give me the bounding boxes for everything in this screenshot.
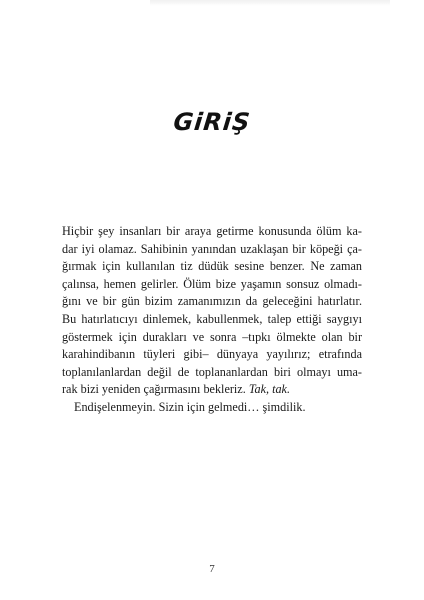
body-text — [62, 223, 362, 417]
text-line-content: rak bizi yeniden çağırmasını bekleriz. — [62, 382, 249, 397]
text-line: ğırmak için kullanılan tiz düdük sesine benzer. Ne zaman — [62, 259, 362, 274]
text-line: göstermek için durakları ve sonra –tıpkı ölmekte olan bir — [62, 329, 362, 344]
text-line: Hiçbir şey insanları bir araya getirme konusunda ölüm ka- — [62, 224, 362, 238]
text-line: dar iyi olamaz. Sahibinin yanından uzaklaşan bir köpeği ça- — [62, 241, 362, 256]
text-line: ğını ve bir gün bizim zamanımızın da geleceğini hatırlatır. — [62, 294, 362, 309]
scan-shadow — [150, 0, 390, 6]
chapter-title: GiRiŞ — [172, 108, 252, 136]
text-line-paragraph-2: Endişelenmeyin. Sizin için gelmedi… şimdilik. — [74, 399, 306, 414]
page-number: 7 — [209, 563, 215, 575]
text-line: çalınsa, hemen gelirler. Ölüm bize yaşamın sonsuz olmadı- — [62, 276, 362, 291]
text-line-last — [62, 381, 362, 399]
text-line: toplanılanlardan değil de toplananlardan biri olmayı uma- — [62, 364, 362, 379]
text-line: Bu hatırlatıcıyı dinlemek, kabullenmek, talep ettiği saygıyı — [62, 311, 362, 326]
text-line: karahindibanın tüyleri gibi– dünyaya yayılırız; etrafında — [62, 347, 362, 362]
italic-phrase: Tak, tak. — [248, 382, 291, 397]
